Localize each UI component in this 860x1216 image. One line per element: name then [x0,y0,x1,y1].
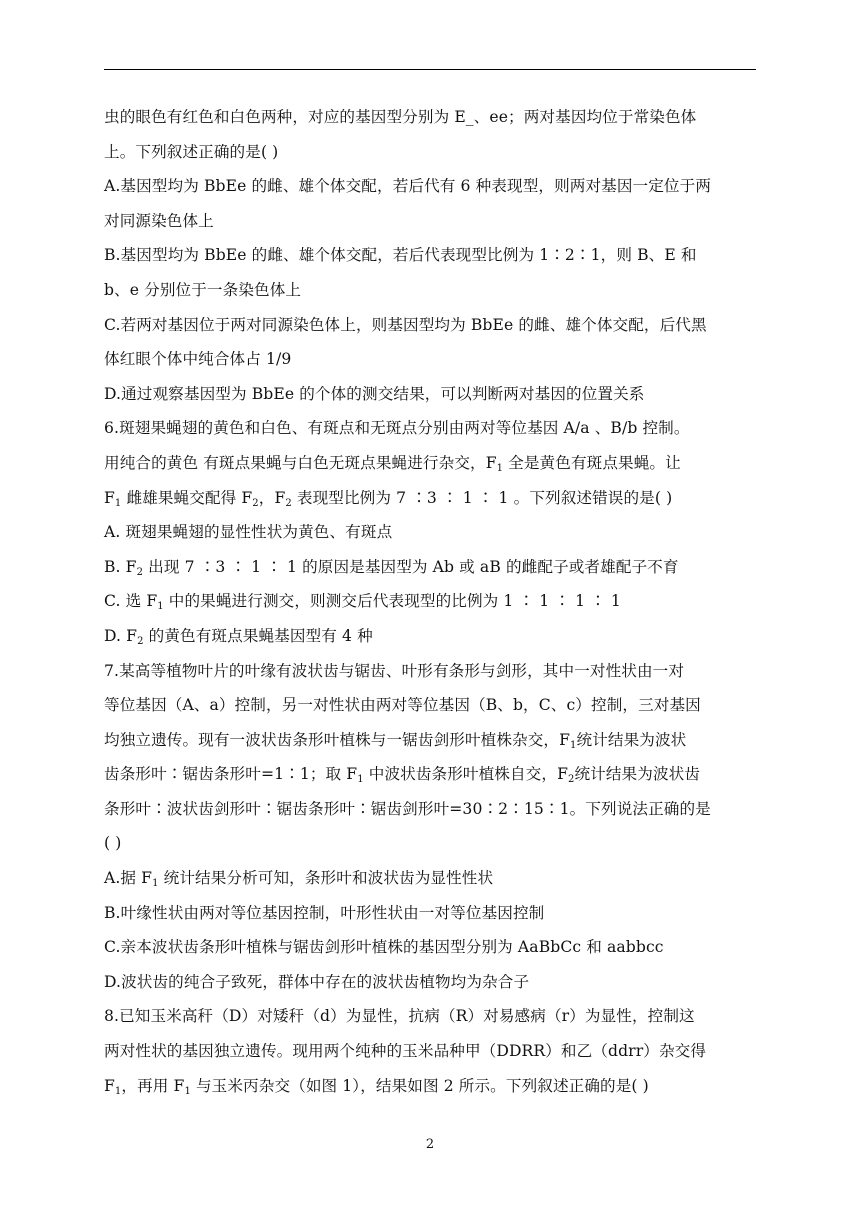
text-line [104,377,764,412]
text-segment: 的黄色有斑点果蝇基因型有 4 种 [143,626,373,645]
text-segment: 条形叶∶波状齿剑形叶∶锯齿条形叶∶锯齿剑形叶=30∶2∶15∶1。下列说法正确的是 [104,799,711,818]
text-segment: 中波状齿条形叶植株自交，F [363,765,568,784]
text-segment: 虫的眼色有红色和白色两种，对应的基因型分别为 E_、ee；两对基因均位于常染色体 [104,108,697,126]
text-segment: 齿条形叶∶锯齿条形叶=1∶1；取 F [104,765,358,784]
text-line [104,723,764,758]
text-segment: B.叶缘性状由两对等位基因控制，叶形性状由一对等位基因控制 [104,903,545,922]
text-line [104,481,764,516]
text-segment: 雌雄果蝇交配得 F [121,488,253,507]
text-line [104,411,764,446]
text-line [104,930,764,965]
text-line [104,654,764,689]
subscript: 1 [184,1085,191,1097]
text-line [104,515,764,550]
subscript: 1 [570,739,577,751]
text-segment: C.亲本波状齿条形叶植株与锯齿剑形叶植株的基因型分别为 AaBbCc 和 aabbcc [104,938,664,957]
text-segment: C.若两对基因位于两对同源染色体上，则基因型均为 BbEe 的雌、雄个体交配，后代黑 [104,315,707,334]
subscript: 1 [157,601,164,613]
text-line [104,619,764,654]
text-segment: C. 选 F [104,592,158,611]
subscript: 1 [152,878,159,890]
text-segment: 全是黄色有斑点果蝇。让 [503,453,681,472]
text-segment: A.基因型均为 BbEe 的雌、雄个体交配，若后代有 6 种表现型，则两对基因一定位于两 [104,177,712,196]
text-segment: 表现型比例为 7 ∶3 ∶ 1 ∶ 1 。下列叙述错误的是( ) [291,488,673,507]
text-line [104,688,764,723]
text-segment: D. F [104,626,138,645]
text-segment: 与玉米丙杂交（如图 1），结果如图 2 所示。下列叙述正确的是( ) [190,1076,649,1095]
text-line [104,446,764,481]
text-segment: 对同源染色体上 [104,211,214,230]
text-line [104,1034,764,1069]
text-line [104,273,764,308]
text-line [104,861,764,896]
text-line [104,965,764,1000]
text-segment: B.基因型均为 BbEe 的雌、雄个体交配，若后代表现型比例为 1∶2∶1，则 B、E 和 [104,246,697,265]
subscript: 1 [114,497,122,509]
subscript: 1 [114,1085,122,1097]
text-line [104,204,764,239]
subscript: 2 [568,774,575,786]
text-line [104,1069,764,1104]
text-segment: 统计结果分析可知，条形叶和波状齿为显性性状 [158,869,494,888]
text-segment: 7.某高等植物叶片的叶缘有波状齿与锯齿、叶形有条形与剑形，其中一对性状由一对 [104,661,685,680]
text-line [104,757,764,792]
text-segment: B. F [104,557,137,576]
text-segment: D.通过观察基因型为 BbEe 的个体的测交结果，可以判断两对基因的位置关系 [104,384,645,403]
text-segment: 体红眼个体中纯合体占 1/9 [104,350,292,369]
text-segment: D.波状齿的纯合子致死，群体中存在的波状齿植物均为杂合子 [104,972,530,991]
text-segment: ( ) [104,834,122,853]
text-segment: 均独立遗传。现有一波状齿条形叶植株与一锯齿剑形叶植株杂交，F [104,730,571,749]
text-line [104,826,764,861]
text-line [104,238,764,273]
text-segment: 等位基因（A、a）控制，另一对性状由两对等位基因（B、b，C、c）控制，三对基因 [104,696,701,715]
text-segment: b、e 分别位于一条染色体上 [104,280,302,299]
text-line [104,584,764,619]
text-segment: 统计结果为波状 [576,730,687,749]
text-line [104,896,764,931]
text-segment: ，再用 F [121,1076,185,1095]
subscript: 1 [357,774,364,786]
text-segment: 6.斑翅果蝇翅的黄色和白色、有斑点和无斑点分别由两对等位基因 A/a 、B/b 控制。 [104,419,690,438]
text-line [104,342,764,377]
subscript: 1 [496,462,504,474]
text-segment: A.据 F [104,869,153,888]
text-segment: 8.已知玉米高秆（D）对矮秆（d）为显性，抗病（R）对易感病（r）为显性，控制这 [104,1007,695,1026]
header-rule [104,69,756,70]
text-segment: F [104,1076,115,1095]
text-segment: 用纯合的黄色 有斑点果蝇与白色无斑点果蝇进行杂交，F [104,453,497,472]
page-number: 2 [425,1137,435,1152]
text-segment: F [104,488,115,507]
text-line [104,999,764,1034]
text-line [104,135,764,170]
text-line [104,792,764,827]
text-line [104,550,764,585]
text-segment: 出现 7 ∶3 ∶ 1 ∶ 1 的原因是基因型为 Ab 或 aB 的雌配子或者雄配子不育 [143,557,679,576]
text-segment: 中的果蝇进行测交，则测交后代表现型的比例为 1 ∶ 1 ∶ 1 ∶ 1 [163,592,621,611]
document-body [104,100,764,1103]
text-line [104,169,764,204]
text-segment: 统计结果为波状齿 [574,765,701,784]
text-segment: 上。下列叙述正确的是( ) [104,142,279,161]
text-line [104,100,764,135]
text-segment: ，F [258,488,286,507]
subscript: 2 [252,497,259,509]
subscript: 2 [137,635,144,647]
subscript: 2 [136,566,144,578]
text-segment: 两对性状的基因独立遗传。现用两个纯种的玉米品种甲（DDRR）和乙（ddrr）杂交得 [104,1042,707,1061]
text-segment: A. 斑翅果蝇翅的显性性状为黄色、有斑点 [104,523,393,542]
subscript: 2 [285,497,292,509]
text-line [104,308,764,343]
